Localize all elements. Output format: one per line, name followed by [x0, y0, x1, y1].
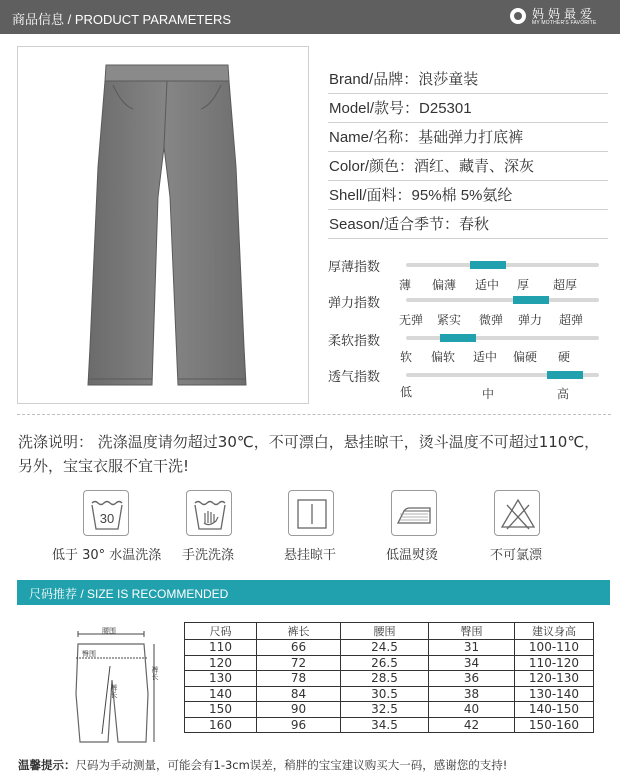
softness-option: 软 [400, 350, 413, 364]
table-cell: 90 [257, 702, 341, 718]
table-cell: 140-150 [515, 702, 594, 718]
tip-text: 尺码为手动测量，可能会有1-3cm误差，稍胖的宝宝建议购买大一码，感谢您的支持! [75, 758, 508, 772]
table-cell: 130-140 [515, 686, 594, 702]
table-cell: 150 [185, 702, 257, 718]
elasticity-indicator [513, 296, 549, 304]
table-cell: 120 [185, 655, 257, 671]
table-cell: 100-110 [515, 640, 594, 656]
spec-season [328, 213, 608, 239]
table-cell: 38 [429, 686, 515, 702]
spec-brand-text: Brand/品牌：浪莎童装 [329, 71, 479, 88]
spec-model-text: Model/款号：D25301 [329, 100, 472, 117]
table-cell: 26.5 [341, 655, 429, 671]
table-cell: 34 [429, 655, 515, 671]
diagram-hip-label: 臀围 [82, 650, 96, 658]
diagram-waist-label: 腰围 [102, 627, 116, 635]
thickness-option: 厚 [517, 278, 530, 292]
breathability-indicator [547, 371, 583, 379]
wash-30-icon [83, 490, 129, 536]
size-section-header [17, 580, 610, 605]
table-cell: 66 [257, 640, 341, 656]
care-label: 手洗洗涤 [182, 548, 235, 563]
no-bleach-icon [494, 490, 540, 536]
measurement-diagram [62, 624, 162, 748]
softness-option: 偏软 [431, 350, 456, 364]
softness-indicator [440, 334, 476, 342]
table-cell: 28.5 [341, 671, 429, 687]
thickness-option: 偏薄 [432, 278, 457, 292]
table-cell: 140 [185, 686, 257, 702]
section-title: 商品信息 / PRODUCT PARAMETERS [12, 12, 232, 27]
table-cell: 34.5 [341, 717, 429, 733]
elasticity-option: 超弹 [559, 313, 584, 327]
table-cell: 120-130 [515, 671, 594, 687]
low-iron-icon [391, 490, 437, 536]
breathability-scale-track [406, 373, 599, 377]
product-image-frame [17, 46, 309, 404]
table-cell: 24.5 [341, 640, 429, 656]
table-cell: 160 [185, 717, 257, 733]
header-waist: 腰围 [341, 623, 429, 640]
care-label: 低温熨烫 [386, 548, 439, 563]
care-label: 悬挂晾干 [284, 548, 337, 563]
thickness-option: 薄 [399, 278, 412, 292]
logo-text: 妈妈最爱 [532, 7, 597, 21]
section-divider [17, 414, 611, 415]
spec-name [328, 126, 608, 152]
table-cell: 36 [429, 671, 515, 687]
hang-dry-icon [288, 490, 334, 536]
size-table [184, 622, 594, 733]
softness-option: 硬 [558, 350, 571, 364]
section-header [0, 0, 620, 34]
table-cell: 96 [257, 717, 341, 733]
spec-shell [328, 184, 608, 210]
thickness-option: 适中 [475, 278, 500, 292]
pants-image [18, 47, 310, 405]
table-cell: 30.5 [341, 686, 429, 702]
table-row [185, 655, 594, 671]
elasticity-scale-label: 弹力指数 [328, 296, 381, 311]
table-cell: 31 [429, 640, 515, 656]
size-section-title: 尺码推荐 / SIZE IS RECOMMENDED [29, 587, 229, 601]
table-header-row [185, 623, 594, 640]
table-cell: 110 [185, 640, 257, 656]
care-label: 不可氯漂 [490, 548, 543, 563]
thickness-scale-track [406, 263, 599, 267]
spec-color [328, 155, 608, 181]
elasticity-option: 弹力 [518, 313, 543, 327]
spec-name-text: Name/名称：基础弹力打底裤 [329, 129, 524, 146]
spec-shell-text: Shell/面料：95%棉 5%氨纶 [329, 187, 513, 204]
softness-option: 偏硬 [513, 350, 538, 364]
softness-option: 适中 [473, 350, 498, 364]
header-height: 建议身高 [515, 623, 594, 640]
table-cell: 110-120 [515, 655, 594, 671]
tip-label: 温馨提示： [18, 758, 76, 772]
header-size: 尺码 [185, 623, 257, 640]
care-label: 低于 30° 水温洗涤 [52, 548, 162, 563]
diagram-inseam-label: 裤长 [110, 684, 118, 698]
wash-temp-text: 30 [99, 511, 115, 526]
logo-subtext: MY MOTHER'S FAVORITE [532, 20, 597, 26]
header-length: 裤长 [257, 623, 341, 640]
header-hip: 臀围 [429, 623, 515, 640]
thickness-scale-label: 厚薄指数 [328, 260, 381, 275]
spec-color-text: Color/颜色：酒红、藏青、深灰 [329, 158, 535, 175]
table-cell: 40 [429, 702, 515, 718]
table-cell: 32.5 [341, 702, 429, 718]
table-row [185, 640, 594, 656]
thickness-indicator [470, 261, 506, 269]
table-cell: 72 [257, 655, 341, 671]
table-cell: 78 [257, 671, 341, 687]
elasticity-scale-track [406, 298, 599, 302]
thickness-option: 超厚 [553, 278, 578, 292]
spec-brand [328, 68, 608, 94]
table-row [185, 702, 594, 718]
table-row [185, 671, 594, 687]
spec-model [328, 97, 608, 123]
size-tip [18, 757, 507, 773]
softness-scale-track [406, 336, 599, 340]
breathability-option: 低 [400, 385, 413, 399]
hand-wash-icon [186, 490, 232, 536]
table-cell: 42 [429, 717, 515, 733]
elasticity-option: 微弹 [479, 313, 504, 327]
diagram-length-label: 裤长 [151, 666, 159, 680]
softness-scale-label: 柔软指数 [328, 334, 381, 349]
breathability-option: 中 [482, 387, 495, 401]
elasticity-option: 无弹 [399, 313, 424, 327]
breathability-option: 高 [557, 387, 570, 401]
table-row [185, 686, 594, 702]
breathability-scale-label: 透气指数 [328, 370, 381, 385]
table-cell: 84 [257, 686, 341, 702]
table-cell: 150-160 [515, 717, 594, 733]
spec-season-text: Season/适合季节：春秋 [329, 216, 490, 233]
table-row [185, 717, 594, 733]
care-instructions: 洗涤说明： 洗涤温度请勿超过30℃，不可漂白，悬挂晾干，烫斗温度不可超过110℃，另外，宝宝衣服不宜干洗! [18, 433, 600, 475]
table-cell: 130 [185, 671, 257, 687]
logo-icon [510, 8, 526, 24]
brand-logo [510, 5, 610, 29]
elasticity-option: 紧实 [437, 313, 462, 327]
